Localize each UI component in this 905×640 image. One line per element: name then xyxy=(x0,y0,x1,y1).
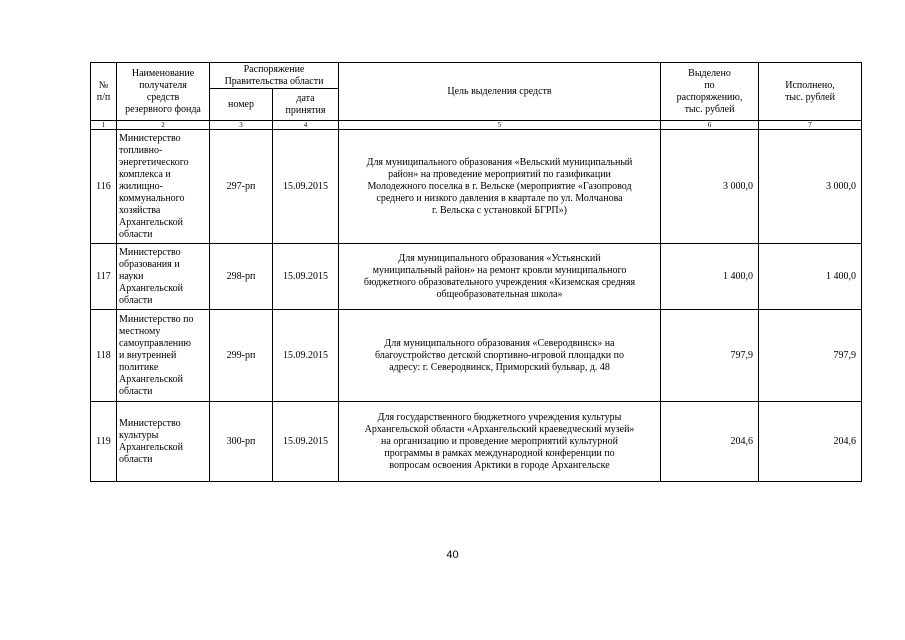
row-allocated: 204,6 xyxy=(661,402,759,482)
row-recipient: Министерство образования и науки Архангельской области xyxy=(117,244,210,310)
row-order-number: 299-рп xyxy=(210,310,273,402)
row-allocated: 797,9 xyxy=(661,310,759,402)
row-num: 117 xyxy=(91,244,117,310)
row-allocated: 3 000,0 xyxy=(661,130,759,244)
column-number: 7 xyxy=(759,121,862,130)
column-number: 2 xyxy=(117,121,210,130)
row-num: 119 xyxy=(91,402,117,482)
row-order-date: 15.09.2015 xyxy=(273,244,339,310)
table-row xyxy=(91,402,862,482)
reserve-fund-table xyxy=(90,62,862,482)
table-row xyxy=(91,130,862,244)
row-executed: 1 400,0 xyxy=(759,244,862,310)
header-recipient: Наименование получателя средств резервного фонда xyxy=(117,63,210,121)
row-order-date: 15.09.2015 xyxy=(273,310,339,402)
column-number: 5 xyxy=(339,121,661,130)
header-order-group: Распоряжение Правительства области xyxy=(210,63,339,89)
row-order-date: 15.09.2015 xyxy=(273,130,339,244)
row-purpose: Для муниципального образования «Вельский муниципальный район» на проведение мероприятий по газификации Молодежного поселка в г. Вельске (мероприятие «Газопровод среднего и низкого давления в квартале по ул. Молчанова г. Вельска с установкой БГРП») xyxy=(339,130,661,244)
row-purpose: Для муниципального образования «Северодвинск» на благоустройство детской спортивно-игровой площадки по адресу: г. Северодвинск, Приморский бульвар, д. 48 xyxy=(339,310,661,402)
row-num: 116 xyxy=(91,130,117,244)
header-order-number: номер xyxy=(210,89,273,121)
row-recipient: Министерство культуры Архангельской области xyxy=(117,402,210,482)
row-order-date: 15.09.2015 xyxy=(273,402,339,482)
column-number: 1 xyxy=(91,121,117,130)
row-num: 118 xyxy=(91,310,117,402)
row-recipient: Министерство топливно- энергетического комплекса и жилищно- коммунального хозяйства Архангельской области xyxy=(117,130,210,244)
row-order-number: 297-рп xyxy=(210,130,273,244)
row-order-number: 300-рп xyxy=(210,402,273,482)
table-row xyxy=(91,310,862,402)
row-purpose: Для муниципального образования «Устьянский муниципальный район» на ремонт кровли муниципального бюджетного образовательного учреждения «Киземская средняя общеобразовательная школа» xyxy=(339,244,661,310)
header-num: № п/п xyxy=(91,63,117,121)
header-row-top xyxy=(91,63,862,89)
row-order-number: 298-рп xyxy=(210,244,273,310)
row-recipient: Министерство по местному самоуправлению и внутренней политике Архангельской области xyxy=(117,310,210,402)
row-executed: 3 000,0 xyxy=(759,130,862,244)
header-order-date: дата принятия xyxy=(273,89,339,121)
column-number: 3 xyxy=(210,121,273,130)
column-number-row xyxy=(91,121,862,130)
header-executed: Исполнено, тыс. рублей xyxy=(759,63,862,121)
page-number: 40 xyxy=(446,549,459,561)
row-executed: 797,9 xyxy=(759,310,862,402)
column-number: 6 xyxy=(661,121,759,130)
header-allocated: Выделено по распоряжению, тыс. рублей xyxy=(661,63,759,121)
column-number: 4 xyxy=(273,121,339,130)
header-purpose: Цель выделения средств xyxy=(339,63,661,121)
table-row xyxy=(91,244,862,310)
row-purpose: Для государственного бюджетного учреждения культуры Архангельской области «Архангельский краеведческий музей» на организацию и проведение мероприятий культурной программы в рамках международной конференции по вопросам освоения Арктики в городе Архангельске xyxy=(339,402,661,482)
row-executed: 204,6 xyxy=(759,402,862,482)
row-allocated: 1 400,0 xyxy=(661,244,759,310)
